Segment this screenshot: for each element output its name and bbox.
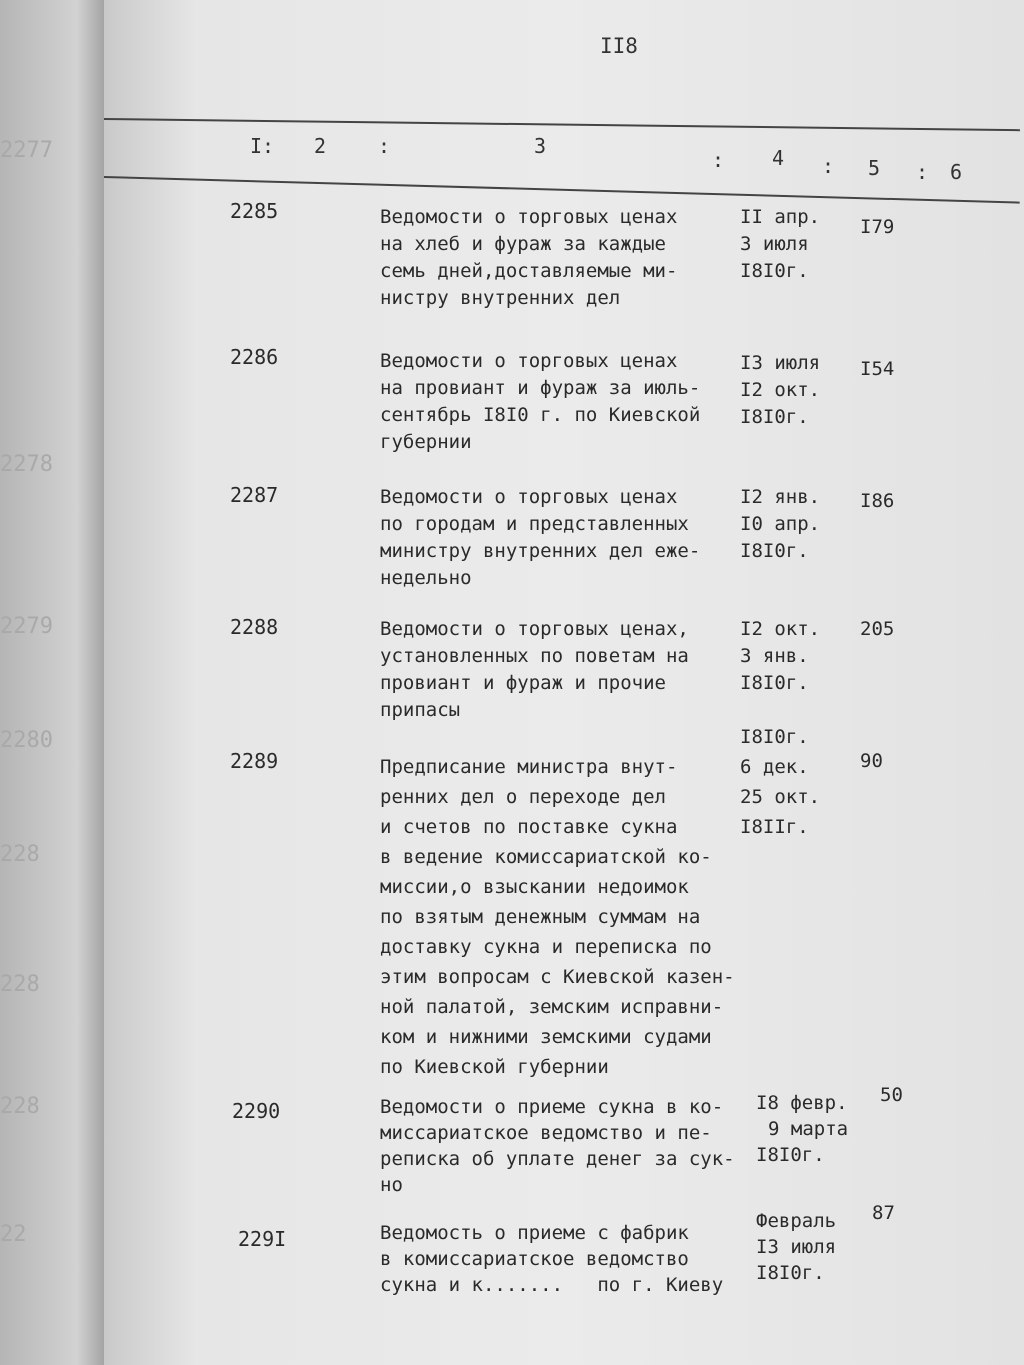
record-dates: II апр. 3 июля I8I0г.	[740, 206, 821, 282]
ghost-number: 2279	[0, 614, 53, 639]
ghost-number: 22	[0, 1222, 27, 1247]
column-header-5: 5	[868, 156, 881, 180]
record-description: Ведомости о торговых ценах, установленных по поветам на провиант и фураж и прочие припасы	[380, 618, 689, 721]
ghost-number: 228	[0, 1094, 40, 1119]
record-number: 2285	[230, 199, 279, 223]
record-number: 2289	[230, 749, 279, 773]
document-page	[104, 0, 1024, 1365]
record-number: 2288	[230, 615, 279, 639]
record-description: Предписание министра внут- ренних дел о переходе дел и счетов по поставке сукна в ведение комиссариатской ко- миссии,о взыскании недоимок по взятым денежным суммам на доставку сукна и переписка по этим вопросам с Киевской казен- ной палатой, земским исправни- ком и нижними земскими судами по Киевской губернии	[380, 756, 735, 1078]
ghost-number: 2278	[0, 452, 53, 477]
record-sheets: 87	[872, 1202, 895, 1224]
record-dates: I2 янв. I0 апр. I8I0г.	[740, 486, 821, 562]
record-sheets: I86	[860, 490, 895, 512]
left-page-edge	[0, 0, 110, 1365]
column-header-1: I:	[250, 134, 275, 158]
record-sheets: I54	[860, 358, 895, 380]
record-number: 2286	[230, 345, 279, 369]
column-header-3: 3	[534, 134, 547, 158]
column-header-6: 6	[950, 160, 963, 184]
record-sheets: I79	[860, 216, 895, 238]
ghost-number: 228	[0, 972, 40, 997]
ghost-number: 228	[0, 842, 40, 867]
record-description: Ведомости о приеме сукна в ко- миссариатское ведомство и пе- реписка об уплате денег за сук- но	[380, 1096, 735, 1196]
record-number: 2287	[230, 483, 279, 507]
record-description: Ведомости о торговых ценах по городам и представленных министру внутренних дел еже- недельно	[380, 486, 701, 589]
record-sheets: 90	[860, 750, 883, 772]
column-separator: :	[916, 160, 929, 184]
header-top-rule	[104, 118, 1020, 131]
record-description: Ведомость о приеме с фабрик в комиссариатское ведомство сукна и к....... по г. Киеву	[380, 1222, 724, 1296]
record-dates: I2 окт. 3 янв. I8I0г.	[740, 618, 821, 694]
page-number: II8	[600, 34, 638, 58]
record-number: 229I	[238, 1227, 287, 1251]
column-separator: :	[822, 154, 835, 178]
record-pre-date: I8I0г.	[740, 726, 809, 748]
record-sheets: 50	[880, 1084, 903, 1106]
record-dates: 6 дек. 25 окт. I8IIг.	[740, 756, 821, 838]
record-number: 2290	[232, 1099, 281, 1123]
record-dates: I3 июля I2 окт. I8I0г.	[740, 352, 821, 428]
record-sheets: 205	[860, 618, 895, 640]
column-header-2: 2	[314, 134, 327, 158]
record-dates: I8 февр. 9 марта I8I0г.	[756, 1092, 849, 1166]
record-description: Ведомости о торговых ценах на хлеб и фураж за каждые семь дней,доставляемые ми- нистру внутренних дел	[380, 206, 678, 309]
record-description: Ведомости о торговых ценах на провиант и фураж за июль- сентябрь I8I0 г. по Киевской губернии	[380, 350, 701, 453]
record-dates: Февраль I3 июля I8I0г.	[756, 1210, 837, 1284]
column-separator: :	[712, 148, 725, 172]
ghost-number: 2280	[0, 728, 53, 753]
column-separator: :	[378, 134, 391, 158]
ghost-number: 2277	[0, 138, 53, 163]
column-header-4: 4	[772, 146, 785, 170]
